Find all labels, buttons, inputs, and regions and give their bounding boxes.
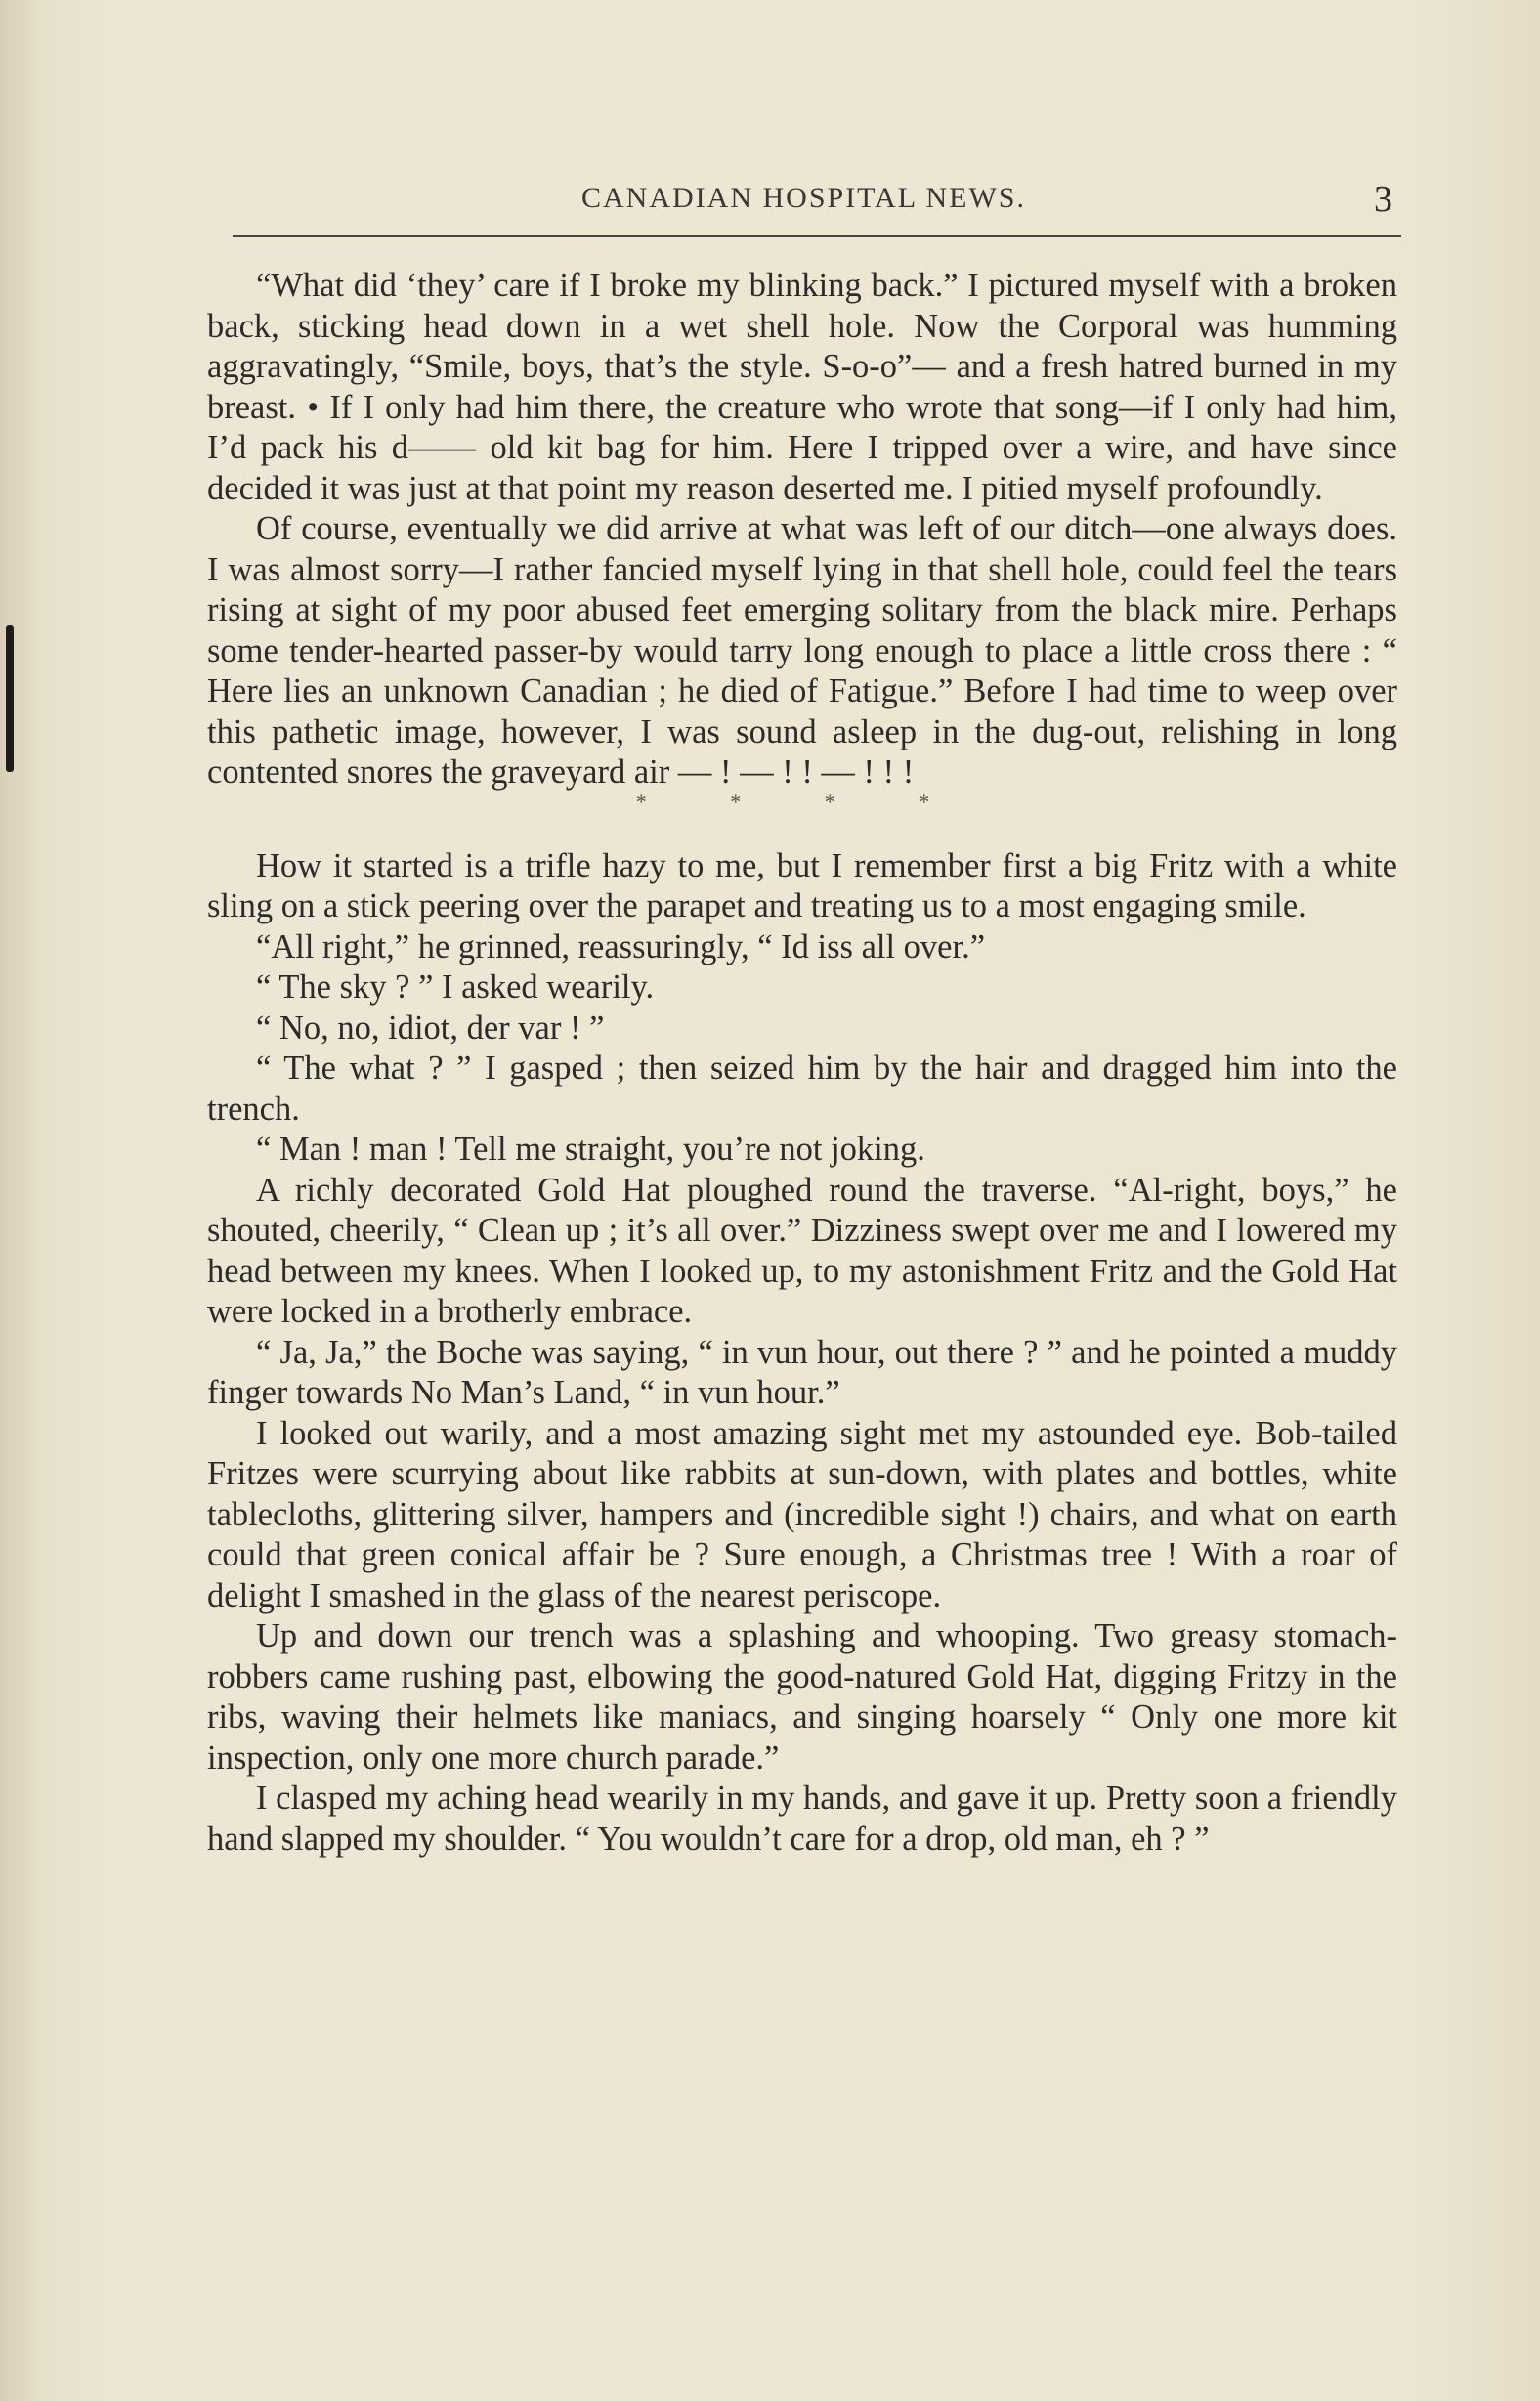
paragraph: “ No, no, idiot, der var ! ”: [256, 1008, 605, 1047]
paragraph: A richly decorated Gold Hat ploughed round the traverse. “Al-right, boys,” he shouted, cheerily, “ Clean up ; it’s all over.” Dizziness swept over me and I lowered my head between my knees. When I looked up, to my astonishment Fritz and the Gold Hat were locked in a brotherly embrace.: [207, 1171, 1397, 1330]
paragraph: “All right,” he grinned, reassuringly, “ Id iss all over.”: [256, 927, 986, 965]
header-rule: [233, 235, 1401, 237]
paragraph: “What did ‘they’ care if I broke my blinking back.” I pictured myself with a broken back, sticking head down in a wet shell hole. Now the Corporal was humming aggravatingly, “Smile, boys, that’s the style. S-o-o”— and a fresh hatred burned in my breast. • If I only had him there, the creature who wrote that song—if I only had him, I’d pack his d—— old kit bag for him. Here I tripped over a wire, and have since decided it was just at that point my reason deserted me. I pitied myself profoundly.: [207, 267, 1397, 507]
paragraph: I clasped my aching head wearily in my hands, and gave it up. Pretty soon a friendly hand slapped my shoulder. “ You wouldn’t care for a drop, old man, eh ? ”: [207, 1779, 1397, 1858]
paragraph: “ The sky ? ” I asked wearily.: [256, 968, 655, 1006]
page-header: [235, 179, 1402, 236]
running-head: CANADIAN HOSPITAL NEWS.: [581, 182, 1026, 214]
section-break: * * * *: [635, 789, 969, 814]
page-number: 3: [1374, 179, 1392, 220]
article-body: [207, 266, 1397, 1860]
paragraph: “ Man ! man ! Tell me straight, you’re not joking.: [256, 1131, 925, 1168]
paragraph: Up and down our trench was a splashing and whooping. Two greasy stomach-robbers came rushing past, elbowing the good-natured Gold Hat, digging Fritzy in the ribs, waving their helmets like maniacs, and singing hoarsely “ Only one more kit inspection, only one more church parade.”: [207, 1617, 1397, 1777]
paragraph: I looked out warily, and a most amazing sight met my astounded eye. Bob-tailed Fritzes were scurrying about like rabbits at sun-down, with plates and bottles, white tablecloths, glittering silver, hampers and (incredible sight !) chairs, and what on earth could that green conical affair be ? Sure enough, a Christmas tree ! With a roar of delight I smashed in the glass of the nearest periscope.: [207, 1414, 1397, 1614]
binding-mark: [6, 625, 14, 772]
paragraph: “ The what ? ” I gasped ; then seized him by the hair and dragged him into the trench.: [207, 1050, 1397, 1128]
paragraph: Of course, eventually we did arrive at what was left of our ditch—one always does. I was almost sorry—I rather fancied myself lying in that shell hole, could feel the tears rising at sight of my poor abused feet emerging solitary from the black mire. Perhaps some tender-hearted passer-by would tarry long enough to place a little cross there : “ Here lies an unknown Canadian ; he died of Fatigue.” Before I had time to weep over this pathetic image, however, I was sound asleep in the dug-out, relishing in long contented snores the graveyard air — ! — ! ! — ! ! !: [207, 510, 1397, 791]
paragraph: How it started is a trifle hazy to me, but I remember first a big Fritz with a white sling on a stick peering over the parapet and treating us to a most engaging smile.: [207, 846, 1397, 924]
paragraph: “ Ja, Ja,” the Boche was saying, “ in vun hour, out there ? ” and he pointed a muddy finger towards No Man’s Land, “ in vun hour.”: [207, 1333, 1397, 1411]
